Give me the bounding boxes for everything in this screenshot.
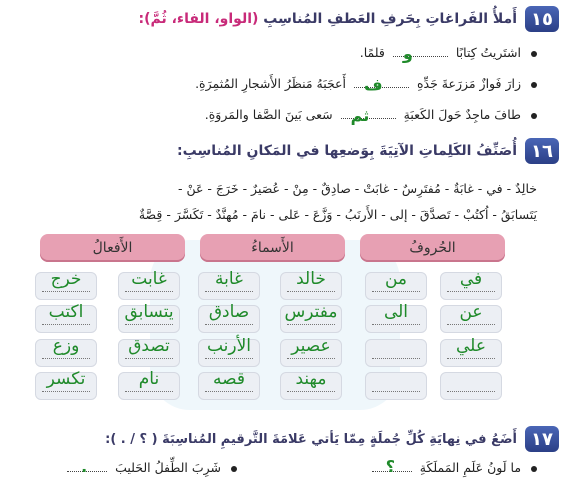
answer-text: غابت: [131, 269, 167, 289]
q15-line-3-blank[interactable]: [341, 106, 396, 125]
q15-line-2-blank[interactable]: [354, 75, 409, 94]
answer-cell[interactable]: [198, 269, 260, 300]
bullet-icon: [531, 113, 537, 119]
answer-text: عصير: [291, 336, 331, 356]
answer-cell[interactable]: [365, 339, 427, 367]
answer-cell[interactable]: [118, 269, 180, 300]
answer-cell[interactable]: [118, 336, 180, 367]
answer-text: في: [459, 269, 483, 289]
q15-line-2-answer: ف: [363, 75, 383, 94]
q16-header: [177, 136, 559, 166]
q16-word-bank-line-1: خالِدٌ - في - غابَةٌ - مُفتَرِسٌ - غابَتْ - صادِقٌ - مِنْ - عُصَيرٌ - خَرَجَ - عَنْ -: [177, 181, 537, 196]
q15-line-2-after: أَعجَبَهُ مَنظَرُ الأَشجارِ المُثمِرَةِ.: [195, 76, 346, 91]
q17-line-2-answer: .: [81, 457, 88, 476]
answer-text: عن: [459, 302, 483, 322]
q15-line-1-blank[interactable]: [393, 44, 448, 63]
bullet-icon: [531, 51, 537, 57]
answer-cell[interactable]: [280, 269, 342, 300]
q15-line-1-before: اشتَريتُ كِتابًا: [455, 45, 522, 60]
answer-cell[interactable]: [280, 369, 342, 400]
answer-text: يتسابق: [124, 302, 174, 322]
answer-cell[interactable]: [198, 336, 260, 367]
q17-number-badge: ١٧: [525, 426, 559, 452]
q15-number-badge: ١٥: [525, 6, 559, 32]
q15-line-2: [195, 75, 537, 94]
bullet-icon: [531, 466, 537, 472]
q16-title: أُصَنِّفُ الكَلِماتِ الآتِيَةَ بِوَضعِها في المَكانِ المُناسِبِ:: [177, 143, 517, 159]
q15-line-3-before: طافَ ماجِدٌ حَولَ الكَعبَةِ: [403, 107, 522, 122]
answer-text: مفترس: [284, 302, 338, 322]
answer-cell[interactable]: [280, 336, 342, 367]
answer-cell[interactable]: [118, 302, 180, 333]
answer-text: وزع: [52, 336, 80, 356]
q17-line-2: [63, 457, 237, 476]
q15-header: [139, 4, 560, 34]
q15-title: [139, 11, 518, 27]
answer-cell[interactable]: [280, 302, 342, 333]
q15-line-2-before: زارَ فَوازٌ مَزرَعةَ جَدِّهِ: [416, 76, 522, 91]
watermark: [150, 240, 400, 410]
q17-header: [105, 424, 559, 454]
q17-line-2-blank[interactable]: [67, 457, 107, 476]
q16-number-badge: ١٦: [525, 138, 559, 164]
answer-cell[interactable]: [35, 369, 97, 400]
answer-cell[interactable]: [440, 336, 502, 367]
q15-line-1: [359, 44, 537, 63]
answer-text: علي: [456, 336, 486, 356]
answer-cell[interactable]: [118, 369, 180, 400]
answer-cell[interactable]: [365, 269, 427, 300]
answer-text: خرج: [50, 269, 82, 289]
q17-title: أَضَعُ في نِهايَةِ كُلِّ جُملَةٍ مِمّا يَأتي عَلامَةَ التَّرقيمِ المُناسِبَةَ ( ؟ / . ):: [105, 431, 517, 447]
answer-cell[interactable]: [365, 372, 427, 400]
answer-text: اكتب: [48, 302, 84, 322]
answer-text: قصه: [213, 369, 245, 389]
q15-line-3: [204, 106, 537, 125]
q17-line-1-blank[interactable]: [372, 457, 412, 476]
answer-cell[interactable]: [365, 302, 427, 333]
answer-text: خالد: [296, 269, 326, 289]
q15-line-3-answer: ثم: [350, 106, 370, 125]
bullet-icon: [231, 466, 237, 472]
answer-text: الأرنب: [206, 336, 252, 356]
q17-line-2-text: شَرِبَ الطِّفلُ الحَليبَ: [115, 460, 222, 475]
answer-text: نام: [138, 369, 160, 389]
q16-word-bank-line-2: يَتَسابَقُ - اُكتُبْ - تَصدَّقَ - إلى - الأَرنَبُ - وَزَّعَ - عَلى - نامَ - مُهنَّدٌ - تَكَسَّرَ - قِصَّةٌ: [138, 207, 537, 222]
answer-cell[interactable]: [440, 269, 502, 300]
answer-text: تصدق: [128, 336, 170, 356]
answer-cell[interactable]: [440, 372, 502, 400]
header-letters: الحُروفُ: [360, 234, 505, 262]
answer-text: تكسر: [46, 369, 86, 389]
q17-line-1-answer: ؟: [385, 457, 396, 476]
header-nouns: الأَسماءُ: [200, 234, 345, 262]
q15-line-1-answer: و: [402, 44, 413, 63]
answer-cell[interactable]: [35, 269, 97, 300]
q17-line-1-text: ما لَونُ عَلَمِ المَملَكَةِ: [419, 460, 522, 475]
q15-line-3-after: سَعى بَينَ الصَّفا والمَروَةِ.: [204, 107, 333, 122]
answer-text: مهند: [295, 369, 327, 389]
answer-cell[interactable]: [35, 336, 97, 367]
q15-title-accent: (الواو، الفاء، ثُمَّ):: [138, 11, 259, 27]
answer-cell[interactable]: [440, 302, 502, 333]
answer-text: صادق: [208, 302, 250, 322]
q17-line-1: [368, 457, 537, 476]
answer-text: غابة: [215, 269, 243, 289]
answer-cell[interactable]: [198, 302, 260, 333]
q15-title-text: أَملأُ الفَراغاتِ بِحَرفِ العَطفِ المُناسِبِ: [263, 11, 517, 27]
answer-cell[interactable]: [35, 302, 97, 333]
header-verbs: الأَفعالُ: [40, 234, 185, 262]
answer-text: من: [384, 269, 408, 289]
answer-text: الى: [383, 302, 409, 322]
answer-cell[interactable]: [198, 369, 260, 400]
bullet-icon: [531, 82, 537, 88]
q15-line-1-after: قلمًا.: [359, 45, 385, 60]
